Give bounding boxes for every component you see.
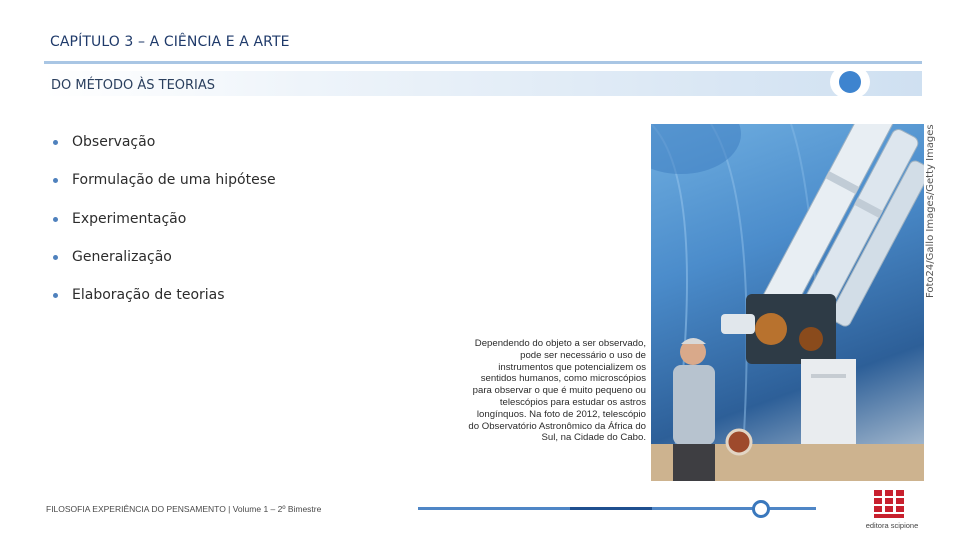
- section-title: DO MÉTODO ÀS TEORIAS: [51, 78, 216, 93]
- chapter-title: CAPÍTULO 3 – A CIÊNCIA E A ARTE: [50, 34, 290, 50]
- list-item: [53, 249, 276, 287]
- footer-ring-icon: [752, 500, 770, 518]
- bullet-icon: [53, 217, 58, 222]
- list-item-label: Experimentação: [72, 210, 187, 227]
- photo-caption: Dependendo do objeto a ser observado, pode ser necessário o uso de instrumentos que potencializem os sentidos humanos, como microscópios para observar o que é muito pequeno ou telescópios para estudar os astros longínquos. Na foto de 2012, telescópio do Observatório Astronômico da África do Sul, na Cidade do Cabo.: [468, 338, 646, 444]
- section-badge: [830, 66, 870, 98]
- footer-text: FILOSOFIA EXPERIÊNCIA DO PENSAMENTO | Volume 1 – 2º Bimestre: [46, 504, 322, 514]
- telescope-illustration: [651, 124, 924, 481]
- method-steps-list: [53, 134, 276, 325]
- footer-line-accent: [570, 507, 652, 510]
- list-item: [53, 172, 276, 210]
- publisher-logo-icon: [872, 488, 906, 520]
- bullet-icon: [53, 293, 58, 298]
- publisher-name: editora scipione: [865, 521, 919, 530]
- circle-icon: [839, 71, 861, 93]
- list-item: [53, 287, 276, 325]
- list-item-label: Observação: [72, 134, 156, 150]
- bullet-icon: [53, 178, 58, 183]
- bullet-icon: [53, 255, 58, 260]
- list-item: [53, 211, 276, 249]
- list-item-label: Elaboração de teorias: [72, 287, 225, 304]
- list-item: [53, 134, 276, 172]
- photo-credit: Foto24/Gallo Images/Getty Images: [925, 124, 936, 298]
- bullet-icon: [53, 140, 58, 145]
- chapter-rule: [44, 61, 922, 64]
- telescope-photo: [651, 124, 924, 481]
- list-item-label: Formulação de uma hipótese: [72, 172, 276, 189]
- list-item-label: Generalização: [72, 248, 172, 265]
